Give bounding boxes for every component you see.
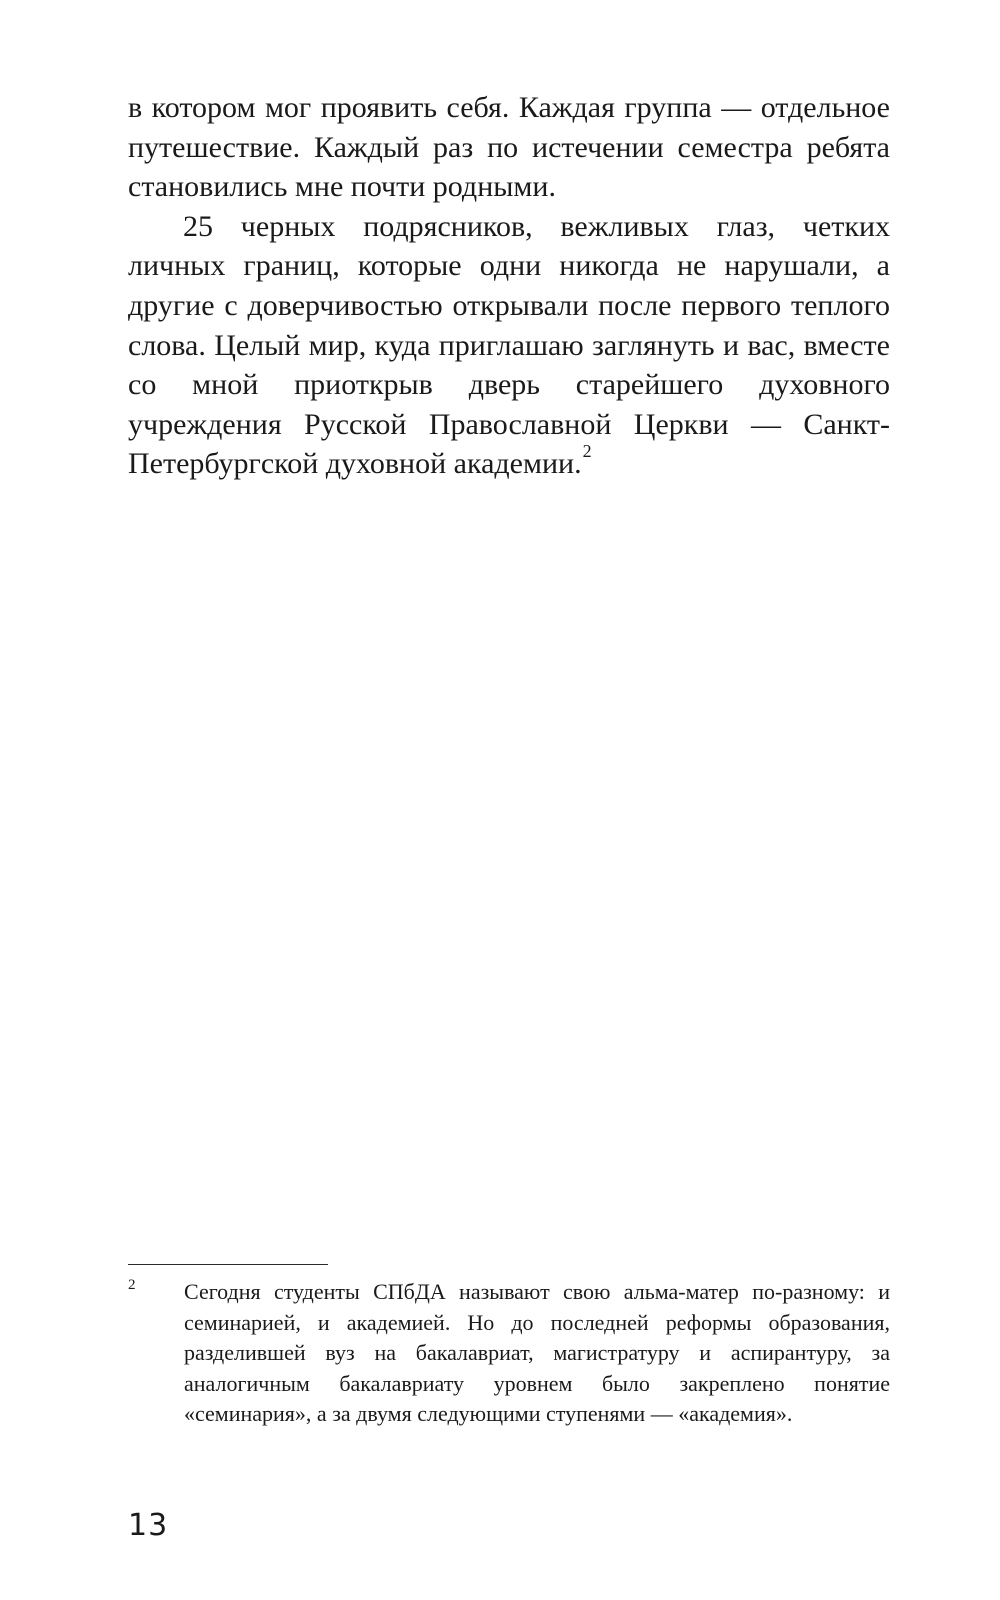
footnote-divider	[128, 1264, 328, 1265]
page-number: 13	[128, 1508, 169, 1543]
main-text	[128, 88, 890, 484]
paragraph	[128, 207, 890, 484]
footnote-number: 2	[128, 1277, 136, 1293]
footnote	[128, 1277, 890, 1430]
paragraph-2-text: 25 черных подрясников, вежливых глаз, четких личных границ, которые одни никогда не нарушали, а другие с доверчивостью открывали после первого теплого слова. Целый мир, куда приглашаю заглянуть и вас, вместе со мной приоткрыв дверь старейшего духовного учреждения Русской Православной Церкви — Санкт-Петербургской духовной академии.	[128, 209, 890, 481]
footnote-text: Сегодня студенты СПбДА называют свою альма-матер по-разному: и семинарией, и академией. Но до последней реформы образования, разделившей вуз на бакалавриат, магистратуру и аспирантуру, за аналогичным бакалавриату уровнем было закреплено понятие «семинария», а за двумя следующими ступенями — «академия».	[184, 1279, 890, 1426]
paragraph-1-text: в котором мог проявить себя. Каждая группа — отдельное путешествие. Каждый раз по истечении семестра ребята становились мне почти родными.	[128, 91, 890, 204]
footnote-reference[interactable]: 2	[582, 441, 592, 462]
paragraph-continued	[128, 88, 890, 207]
